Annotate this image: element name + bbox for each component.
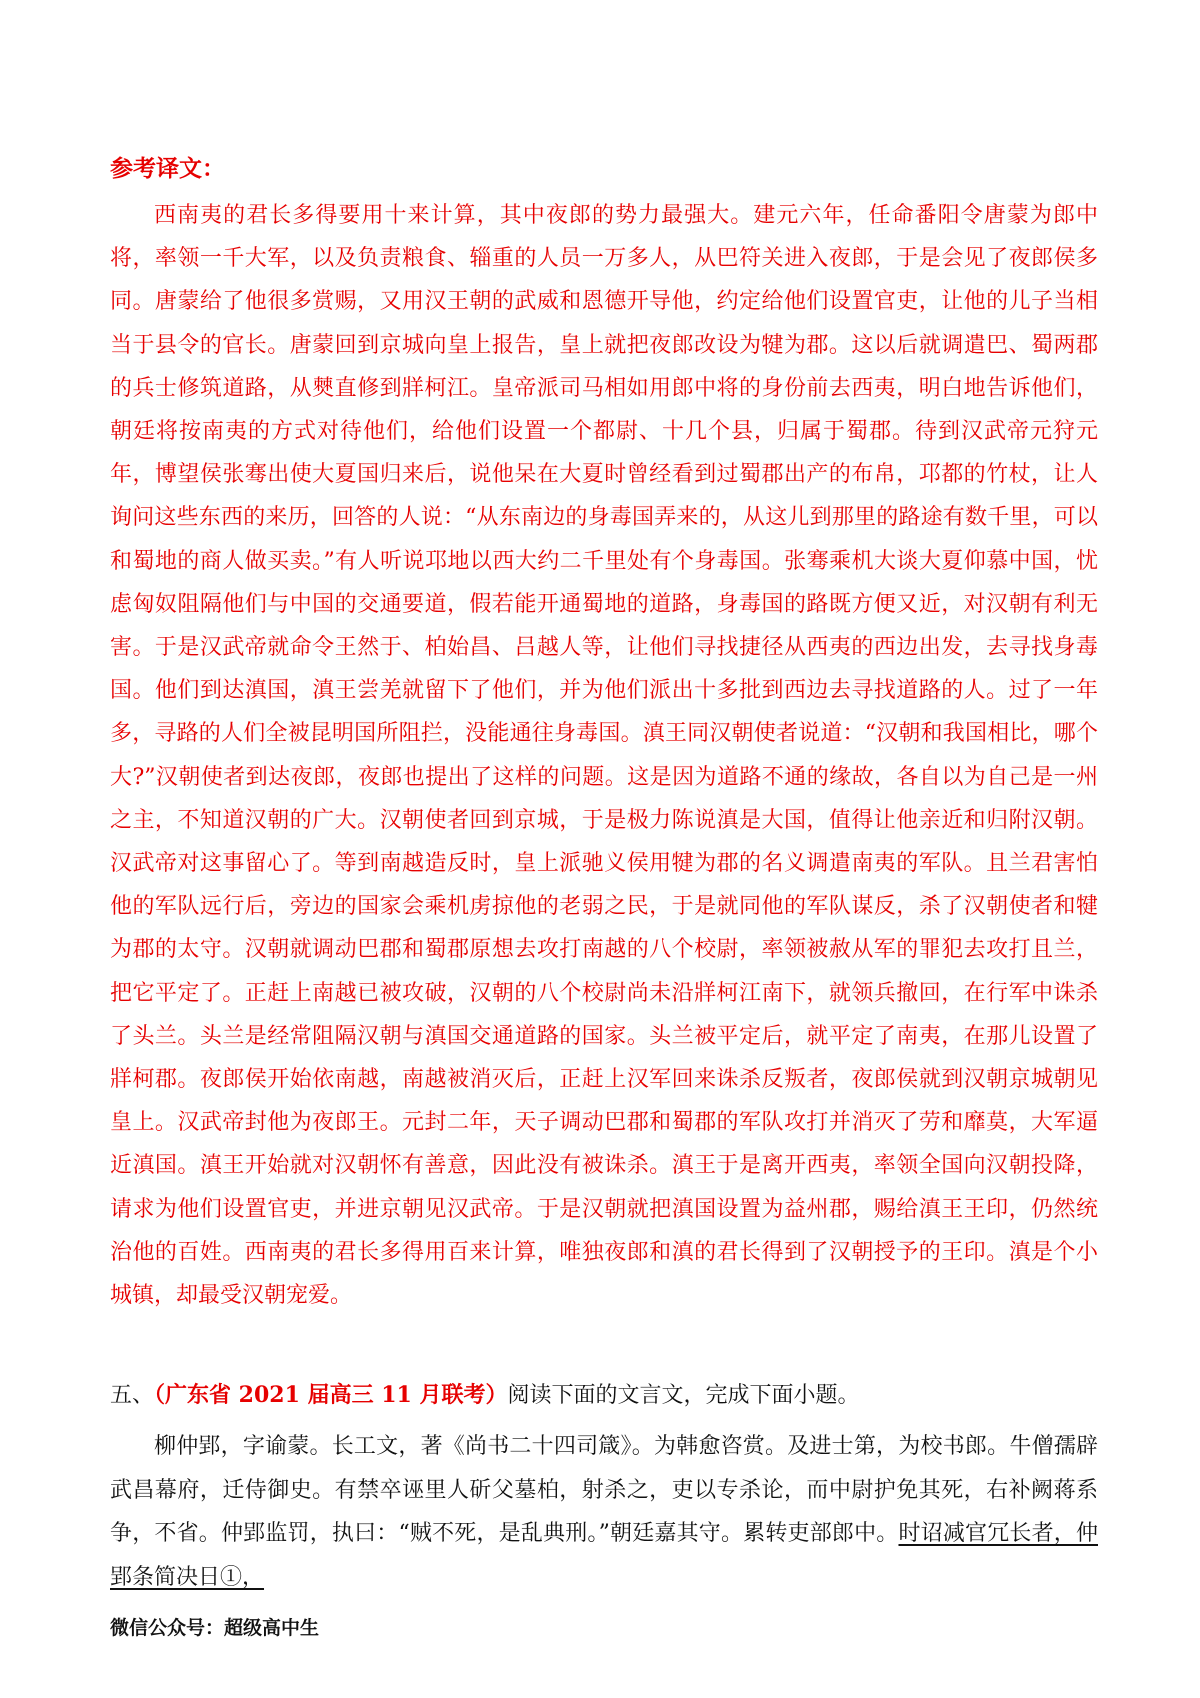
question-source: （广东省 2021 届高三 11 月联考） [154, 1382, 508, 1408]
passage-text: 柳仲郢，字谕蒙。长工文，著《尚书二十四司箴》。为韩愈咨赏。及进士第，为校书郎。牛僧孺辟武昌幕府，迁侍御史。有禁卒诬里人斫父墓柏，射杀之，吏以专杀论，而中尉护免其死，右补阙蒋系争，不省。仲郢监罚，执曰：“贼不死，是乱典刑。”朝廷嘉其守。累转吏部郎中。 [110, 1434, 1098, 1546]
passage-underlined-sentence: 时诏减官冗长者，仲郢条简决日①， [110, 1521, 1098, 1590]
question-instruction: 阅读下面的文言文，完成下面小题。 [507, 1383, 860, 1408]
translation-paragraph: 西南夷的君长多得要用十来计算，其中夜郎的势力最强大。建元六年，任命番阳令唐蒙为郎中将，率领一千大军，以及负责粮食、辎重的人员一万多人，从巴符关进入夜郎，于是会见了夜郎侯多同。唐蒙给了他很多赏赐，又用汉王朝的武威和恩德开导他，约定给他们设置官吏，让他的儿子当相当于县令的官长。唐蒙回到京城向皇上报告，皇上就把夜郎改设为犍为郡。这以后就调遣巴、蜀两郡的兵士修筑道路，从僰直修到牂柯江。皇帝派司马相如用郎中将的身份前去西夷，明白地告诉他们，朝廷将按南夷的方式对待他们，给他们设置一个都尉、十几个县，归属于蜀郡。待到汉武帝元狩元年，博望侯张骞出使大夏国归来后，说他呆在大夏时曾经看到过蜀郡出产的布帛，邛都的竹杖，让人询问这些东西的来历，回答的人说：“从东南边的身毒国弄来的，从这儿到那里的路途有数千里，可以和蜀地的商人做买卖。”有人听说邛地以西大约二千里处有个身毒国。张骞乘机大谈大夏仰慕中国，忧虑匈奴阻隔他们与中国的交通要道，假若能开通蜀地的道路，身毒国的路既方便又近，对汉朝有利无害。于是汉武帝就命令王然于、柏始昌、吕越人等，让他们寻找捷径从西夷的西边出发，去寻找身毒国。他们到达滇国，滇王尝羌就留下了他们，并为他们派出十多批到西边去寻找道路的人。过了一年多，寻路的人们全被昆明国所阻拦，没能通往身毒国。滇王同汉朝使者说道：“汉朝和我国相比，哪个大?”汉朝使者到达夜郎，夜郎也提出了这样的问题。这是因为道路不通的缘故，各自以为自己是一州之主，不知道汉朝的广大。汉朝使者回到京城，于是极力陈说滇是大国，值得让他亲近和归附汉朝。汉武帝对这事留心了。等到南越造反时，皇上派驰义侯用犍为郡的名义调遣南夷的军队。且兰君害怕他的军队远行后，旁边的国家会乘机虏掠他的老弱之民，于是就同他的军队谋反，杀了汉朝使者和犍为郡的太守。汉朝就调动巴郡和蜀郡原想去攻打南越的八个校尉，率领被赦从军的罪犯去攻打且兰，把它平定了。正赶上南越已被攻破，汉朝的八个校尉尚未沿牂柯江南下，就领兵撤回，在行军中诛杀了头兰。头兰是经常阻隔汉朝与滇国交通道路的国家。头兰被平定后，就平定了南夷，在那儿设置了牂柯郡。夜郎侯开始依南越，南越被消灭后，正赶上汉军回来诛杀反叛者，夜郎侯就到汉朝京城朝见皇上。汉武帝封他为夜郎王。元封二年，天子调动巴郡和蜀郡的军队攻打并消灭了劳和靡莫，大军逼近滇国。滇王开始就对汉朝怀有善意，因此没有被诛杀。滇王于是离开西夷，率领全国向汉朝投降，请求为他们设置官吏，并进京朝见汉武帝。于是汉朝就把滇国设置为益州郡，赐给滇王王印，仍然统治他的百姓。西南夷的君长多得用百来计算，唯独夜郎和滇的君长得到了汉朝授予的王印。滇是个小城镇，却最受汉朝宠爱。 [110, 203, 1098, 1309]
question-number: 五、 [110, 1383, 155, 1408]
passage-paragraph [110, 1425, 1098, 1599]
footer-wechat-label: 微信公众号：超级高中生 [110, 1617, 320, 1639]
question-header [110, 1380, 1098, 1411]
translation-heading: 参考译文： [110, 156, 225, 182]
